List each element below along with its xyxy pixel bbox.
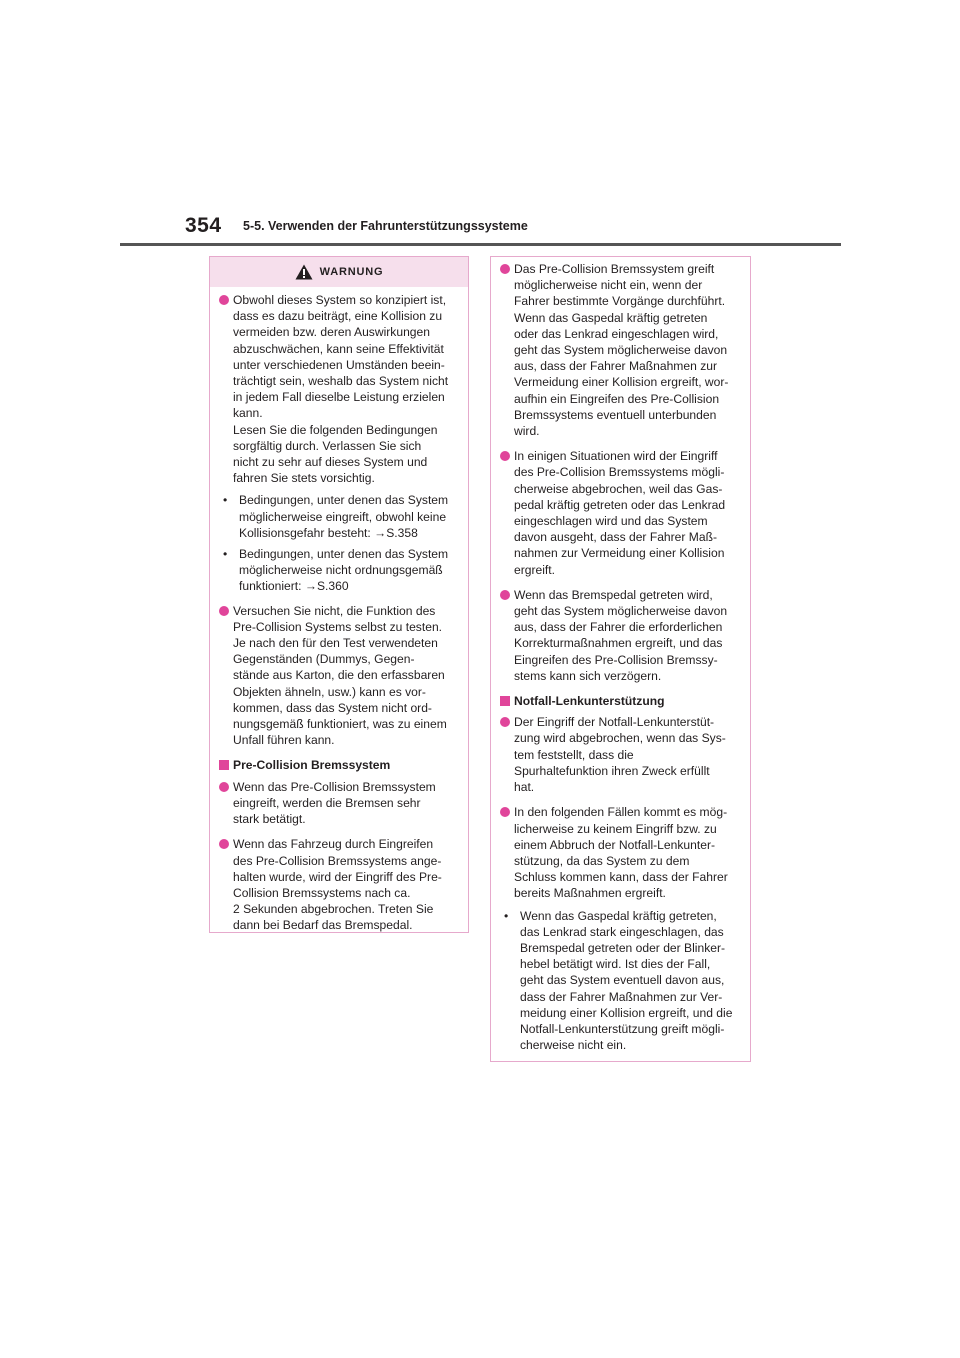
warning-box-right xyxy=(490,256,751,1062)
warning-triangle-icon xyxy=(295,264,313,280)
bullet-dot-icon xyxy=(219,606,229,616)
header-rule xyxy=(120,243,841,246)
bullet-dot-icon xyxy=(219,295,229,305)
list-item xyxy=(219,603,454,749)
warning-header xyxy=(210,257,468,287)
heading-text: Pre-Collision Bremssystem xyxy=(233,758,391,773)
bullet-dot-icon xyxy=(500,717,510,727)
list-item xyxy=(219,779,454,828)
sub-item-text: Bedingungen, unter denen das System möglicherweise nicht ordnungsgemäß funktioniert: →S.360 xyxy=(239,547,449,594)
warning-box-left xyxy=(209,256,469,933)
bullet-dot-icon xyxy=(500,590,510,600)
sub-item-text: Wenn das Gaspedal kräftig getreten, das Lenkrad stark eingeschlagen, das Bremspedal getreten oder der Blinker- hebel betätigt wird. Ist dies der Fall, geht das System eventuell davon aus, dass der Fahrer Maßnahmen zur Ver- meidung einer Kollision ergreift, und die Notfall-Lenkunterstützung greift mögli- cherweise nicht ein. xyxy=(520,908,733,1053)
list-item xyxy=(500,261,740,439)
bullet-dot-icon xyxy=(500,807,510,817)
item-text: Das Pre-Collision Bremssystem greift möglicherweise nicht ein, wenn der Fahrer bestimmte Vorgänge durchführt. Wenn das Gaspedal kräftig getreten oder das Lenkrad eingeschlagen wird, geht das System möglicherweise davon aus, dass der Fahrer Maßnahmen zur Vermeidung einer Kollision ergreift, wor- aufhin ein Eingreifen des Pre-Collision Bremssystems eventuell unterbunden wird. xyxy=(514,262,729,439)
bullet-dot-icon xyxy=(500,451,510,461)
subsection-heading xyxy=(219,757,454,773)
item-text: Wenn das Pre-Collision Bremssystem eingreift, werden die Bremsen sehr stark betätigt. xyxy=(233,779,436,827)
sub-list-item xyxy=(219,492,454,541)
sub-list-item xyxy=(219,546,454,595)
bullet-dot-icon xyxy=(219,782,229,792)
square-bullet-icon xyxy=(500,696,510,706)
bullet-icon: • xyxy=(223,547,228,562)
list-item xyxy=(500,448,740,578)
item-text: Wenn das Bremspedal getreten wird, geht das System möglicherweise davon aus, dass der Fahrer die erforderlichen Korrekturmaßnahmen ergreift, und das Eingreifen des Pre-Collision Bremssy- stems kann sich verzögern. xyxy=(514,587,728,683)
page-number: 354 xyxy=(185,214,222,237)
warning-title: WARNUNG xyxy=(319,265,384,278)
heading-text: Notfall-Lenkunterstützung xyxy=(514,694,665,709)
item-text: In den folgenden Fällen kommt es mög- licherweise zu keinem Eingriff bzw. zu einem Abbruch der Notfall-Lenkunter- stützung, da das System zu dem Schluss kommen kann, dass der Fahrer bereits Maßnahmen ergreift. xyxy=(514,805,728,901)
item-text: Wenn das Fahrzeug durch Eingreifen des Pre-Collision Bremssystems ange- halten wurde, wird der Eingriff des Pre- Collision Bremssystems nach ca. 2 Sekunden abgebrochen. Treten Sie dann bei Bedarf das Bremspedal. xyxy=(233,837,442,933)
list-item xyxy=(500,587,740,684)
item-text: In einigen Situationen wird der Eingriff des Pre-Collision Bremssystems mögli- cherweise abgebrochen, weil das Gas- pedal kräftig getreten oder das Lenkrad eingeschlagen wird und das System davon ausgeht, dass der Fahrer Maß- nahmen zur Vermeidung einer Kollision ergreift. xyxy=(514,449,726,577)
sub-item-text: Bedingungen, unter denen das System möglicherweise eingreift, obwohl keine Kollisionsgefahr besteht: →S.358 xyxy=(239,493,449,540)
sub-list-item xyxy=(500,908,740,1054)
section-title: 5-5. Verwenden der Fahrunterstützungssysteme xyxy=(243,219,528,233)
bullet-icon: • xyxy=(223,493,228,508)
list-item xyxy=(500,804,740,901)
list-item xyxy=(219,836,454,933)
item-text: Der Eingriff der Notfall-Lenkunterstüt- zung wird abgebrochen, wenn das Sys- tem feststellt, dass die Spurhaltefunktion ihren Zweck erfüllt hat. xyxy=(514,715,726,795)
item-text: Versuchen Sie nicht, die Funktion des Pre-Collision Systems selbst zu testen. Je nach den für den Test verwendeten Gegenständen (Dummys, Gegen- stände aus Karton, die den erfassbaren Objekten ähneln, usw.) kann es vor- kommen, dass das System nicht ord- nungsgemäß funktioniert, was zu einem Unfall führen kann. xyxy=(233,603,447,748)
bullet-dot-icon xyxy=(219,839,229,849)
square-bullet-icon xyxy=(219,760,229,770)
bullet-dot-icon xyxy=(500,264,510,274)
subsection-heading xyxy=(500,693,740,709)
list-item xyxy=(219,292,454,486)
bullet-icon: • xyxy=(504,908,509,923)
item-text: Obwohl dieses System so konzipiert ist, dass es dazu beiträgt, eine Kollision zu vermeiden bzw. deren Auswirkungen abzuschwächen, kann seine Effektivität unter verschiedenen Umständen beein- trächtigt sein, weshalb das System nicht in jedem Fall dieselbe Leistung erzielen kann. Lesen Sie die folgenden Bedingungen sorgfältig durch. Verlassen Sie sich nicht zu sehr auf dieses System und fahren Sie stets vorsichtig. xyxy=(233,293,449,486)
list-item xyxy=(500,714,740,795)
